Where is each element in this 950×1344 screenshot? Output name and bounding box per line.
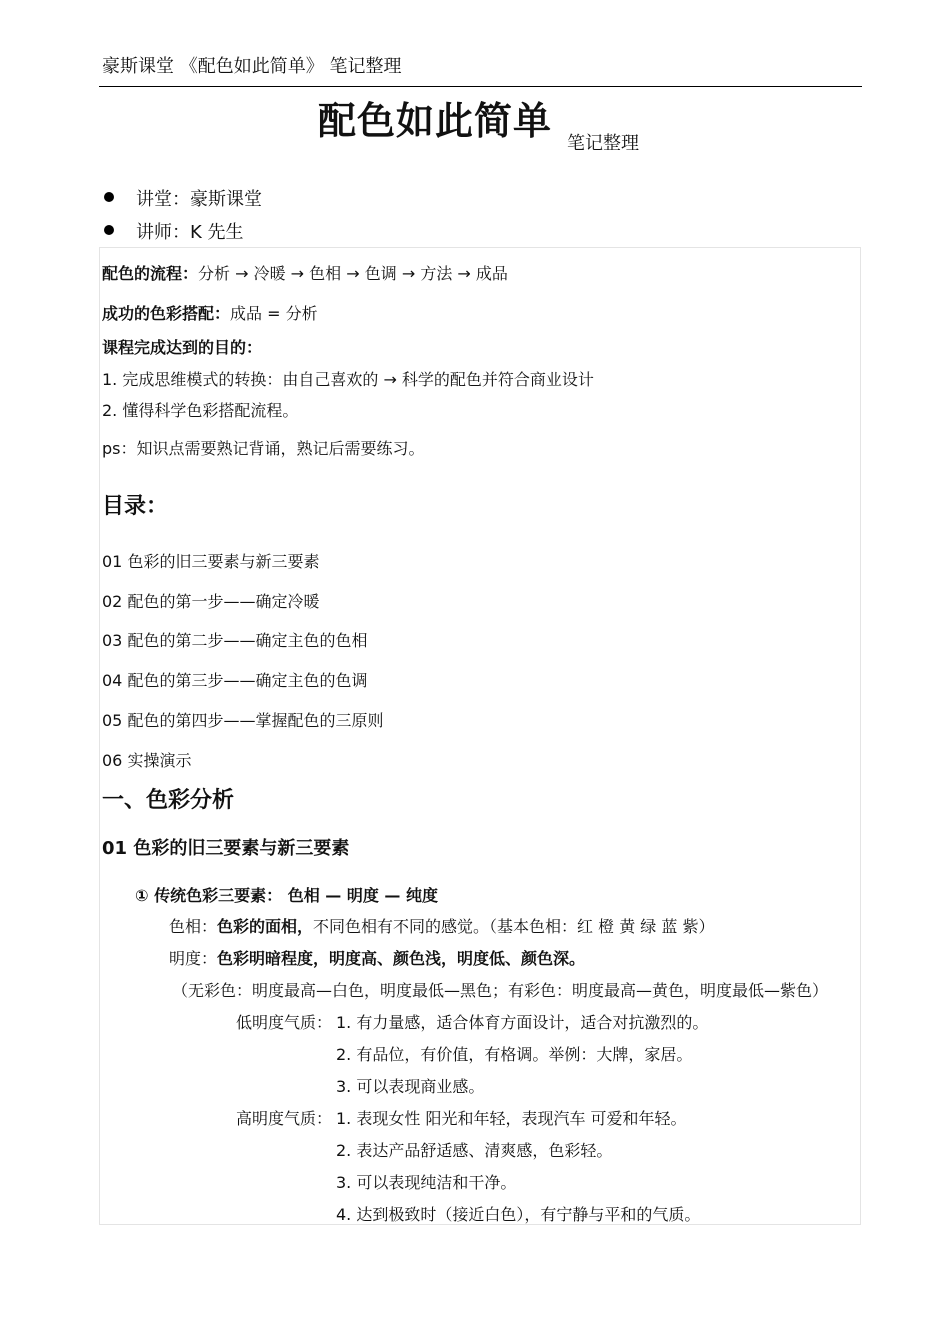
high-brightness-item: 3. 可以表现纯洁和干净。: [336, 1173, 517, 1192]
brightness-bold: 色彩明暗程度，明度高、颜色浅，明度低、颜色深。: [217, 949, 586, 968]
success-line: [102, 301, 318, 324]
flow-line: [102, 261, 508, 284]
hue-line: [169, 914, 714, 937]
brightness-note: （无彩色：明度最高—白色，明度最低—黑色；有彩色：明度最高—黄色，明度最低—紫色）: [172, 981, 829, 1000]
high-brightness-item: 2. 表达产品舒适感、清爽感，色彩轻。: [336, 1141, 613, 1160]
low-brightness-item: 3. 可以表现商业感。: [336, 1077, 485, 1096]
brightness-line: [169, 946, 585, 969]
bullet-icon: [104, 225, 114, 235]
page-title: 配色如此简单: [318, 99, 553, 143]
low-brightness-item: 1. 有力量感，适合体育方面设计，适合对抗激烈的。: [336, 1013, 709, 1032]
toc-item: 04 配色的第三步——确定主色的色调: [102, 671, 368, 690]
header-rule: [99, 86, 862, 87]
page-subtitle: 笔记整理: [567, 133, 639, 154]
meta-item-lecture-hall: 讲堂：豪斯课堂: [136, 189, 262, 210]
meta-item-lecturer: 讲师：K 先生: [136, 222, 244, 243]
bullet-icon: [104, 192, 114, 202]
toc-item: 02 配色的第一步——确定冷暖: [102, 592, 320, 611]
toc-item: 05 配色的第四步——掌握配色的三原则: [102, 711, 384, 730]
running-header: 豪斯课堂 《配色如此简单》 笔记整理: [102, 56, 402, 77]
flow-label: 配色的流程：: [102, 264, 199, 283]
ps-note: ps：知识点需要熟记背诵，熟记后需要练习。: [102, 439, 425, 458]
toc-item: 03 配色的第二步——确定主色的色相: [102, 631, 368, 650]
brightness-label: 明度：: [169, 949, 218, 968]
flow-text: 分析 → 冷暖 → 色相 → 色调 → 方法 → 成品: [198, 264, 508, 283]
hue-bold: 色彩的面相，: [217, 917, 314, 936]
toc-heading: 目录：: [102, 494, 169, 519]
low-brightness-item: 2. 有品位，有价值，有格调。举例：大牌，家居。: [336, 1045, 693, 1064]
high-brightness-label: 高明度气质：: [236, 1109, 333, 1128]
subsection-heading: 01 色彩的旧三要素与新三要素: [102, 838, 350, 859]
goal-item: 2. 懂得科学色彩搭配流程。: [102, 401, 299, 420]
traditional-elements-heading: ① 传统色彩三要素： 色相 — 明度 — 纯度: [135, 886, 438, 905]
goal-item: 1. 完成思维模式的转换：由自己喜欢的 → 科学的配色并符合商业设计: [102, 370, 594, 389]
toc-item: 06 实操演示: [102, 751, 192, 770]
high-brightness-item: 1. 表现女性 阳光和年轻，表现汽车 可爱和年轻。: [336, 1109, 687, 1128]
hue-label: 色相：: [169, 917, 218, 936]
success-label: 成功的色彩搭配：: [102, 304, 231, 323]
hue-rest: 不同色相有不同的感觉。（基本色相：红 橙 黄 绿 蓝 紫）: [313, 917, 715, 936]
low-brightness-label: 低明度气质：: [236, 1013, 333, 1032]
section-heading: 一、色彩分析: [102, 788, 235, 813]
toc-item: 01 色彩的旧三要素与新三要素: [102, 552, 320, 571]
high-brightness-item: 4. 达到极致时（接近白色），有宁静与平和的气质。: [336, 1205, 701, 1224]
success-text: 成品 = 分析: [230, 304, 318, 323]
goal-label: 课程完成达到的目的：: [102, 338, 263, 357]
